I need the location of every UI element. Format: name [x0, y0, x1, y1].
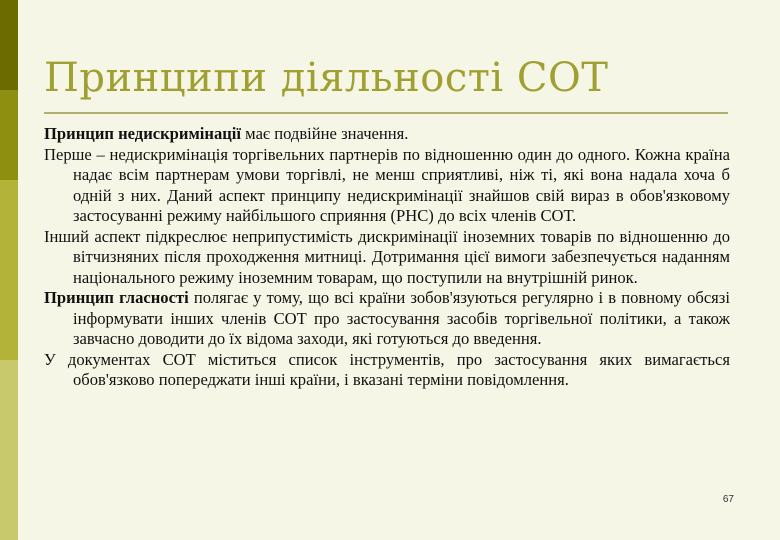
title-divider	[44, 112, 728, 114]
paragraph-text: У документах СОТ міститься список інструментів, про застосування яких вимагається обов'язково попереджати інші країни, і вказані терміни повідомлення.	[44, 349, 730, 389]
paragraph-lead: Принцип недискримінації	[44, 124, 242, 143]
paragraph	[44, 227, 730, 289]
sidebar-segment	[0, 360, 18, 540]
sidebar-segment	[0, 180, 18, 360]
paragraph-text: Перше – недискримінація торгівельних партнерів по відношенню один до одного. Кожна країна надає всім партнерам умови торгівлі, не менш сприятливі, ніж ті, які вона надала хоча б одній з них. Даний аспект принципу недискримінації знайшов свій вираз в обов'язковому застосуванні режиму найбільшого сприяння (РНС) до всіх членів СОТ.	[44, 144, 730, 225]
sidebar-segment	[0, 0, 18, 90]
paragraph	[44, 288, 730, 350]
slide-content	[44, 124, 730, 391]
page-number: 67	[722, 494, 734, 505]
paragraph-lead: Принцип гласності	[44, 288, 189, 307]
paragraph	[44, 350, 730, 391]
sidebar-decoration	[0, 0, 18, 540]
paragraph-text: має подвійне значення.	[241, 124, 409, 143]
paragraph-text: полягає у тому, що всі країни зобов'язуються регулярно і в повному обсязі інформувати інших членів СОТ про застосування засобів торгівельної політики, а також завчасно доводити до їх відома заходи, які готуються до введення.	[73, 288, 730, 348]
paragraph	[44, 145, 730, 227]
sidebar-segment	[0, 90, 18, 180]
paragraph-text: Інший аспект підкреслює неприпустимість дискримінації іноземних товарів по відношенню до вітчизняних після проходження митниці. Дотримання цієї вимоги забезпечується наданням національного режиму іноземним товарам, що поступили на внутрішній ринок.	[44, 226, 730, 287]
paragraph	[44, 124, 730, 145]
slide-title: Принципи діяльності СОТ	[44, 55, 609, 101]
